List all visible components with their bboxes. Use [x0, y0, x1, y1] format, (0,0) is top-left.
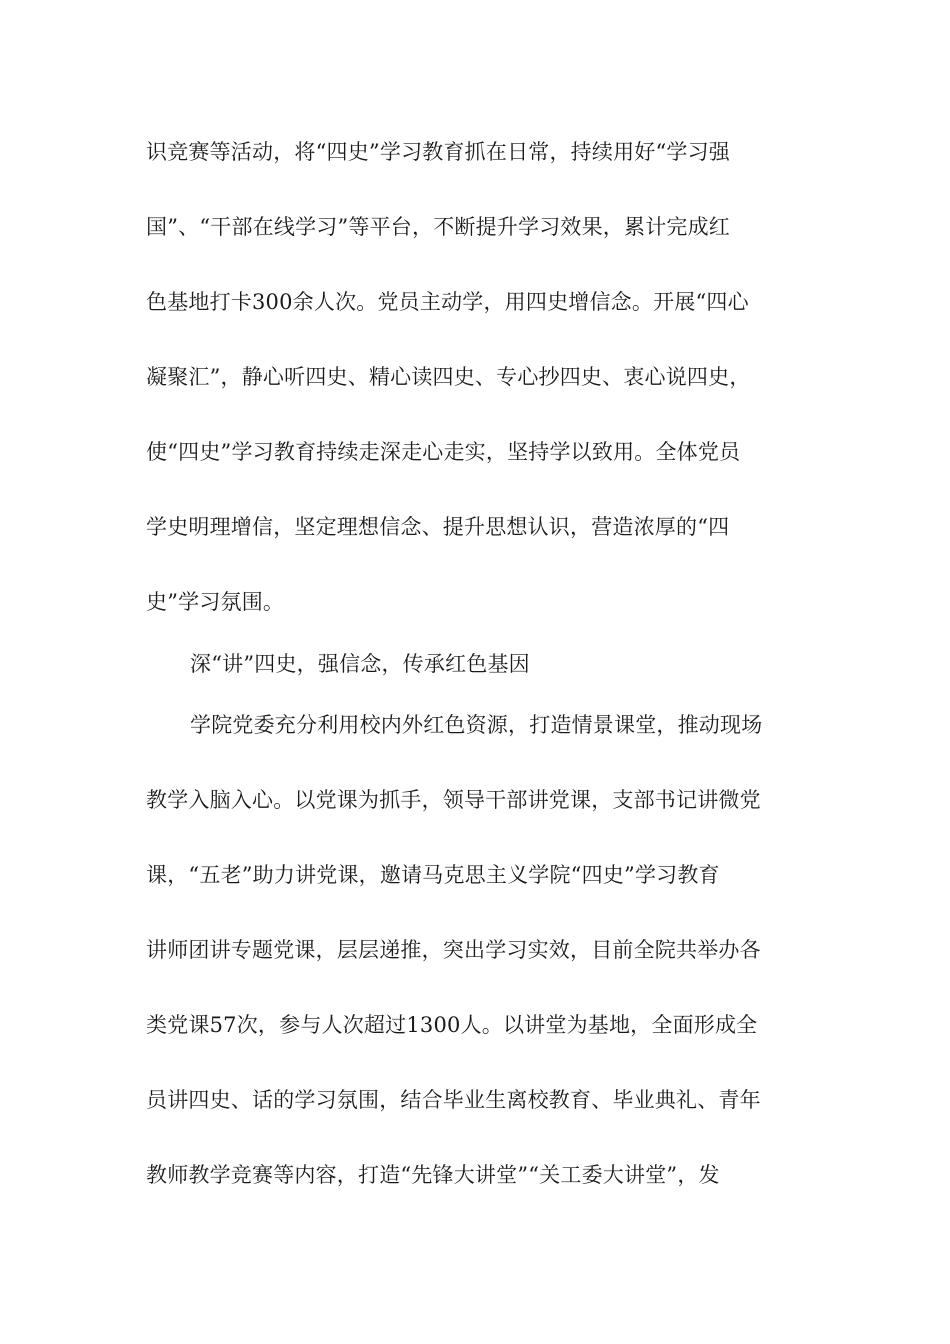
paragraph-1-line-4: 凝聚汇”，静心听四史、精心读四史、专心抄四史、衷心说四史，: [146, 365, 751, 389]
paragraph-1-line-3: 色基地打卡300余人次。党员主动学，用四史增信念。开展“四心: [146, 290, 749, 314]
paragraph-2-line-7: 教师教学竞赛等内容，打造“先锋大讲堂”“关工委大讲堂”，发: [146, 1163, 720, 1187]
paragraph-2-line-6: 员讲四史、话的学习氛围，结合毕业生离校教育、毕业典礼、青年: [146, 1088, 761, 1112]
paragraph-2-line-3: 课，“五老”助力讲党课，邀请马克思主义学院“四史”学习教育: [146, 863, 720, 887]
section-heading: 深“讲”四史，强信念，传承红色基因: [190, 652, 530, 676]
paragraph-2-line-1: 学院党委充分利用校内外红色资源，打造情景课堂，推动现场: [190, 713, 763, 737]
paragraph-1-line-2: 国”、“干部在线学习”等平台，不断提升学习效果，累计完成红: [146, 215, 731, 239]
paragraph-1-line-7: 史”学习氛围。: [146, 590, 285, 614]
paragraph-1-line-6: 学史明理增信，坚定理想信念、提升思想认识，营造浓厚的“四: [146, 515, 730, 539]
paragraph-2-line-2: 教学入脑入心。以党课为抓手，领导干部讲党课，支部书记讲微党: [146, 788, 761, 812]
paragraph-2-line-5: 类党课57次，参与人次超过1300人。以讲堂为基地，全面形成全: [146, 1013, 758, 1037]
paragraph-1-line-1: 识竞赛等活动，将“四史”学习教育抓在日常，持续用好“学习强: [146, 140, 731, 164]
paragraph-2-line-4: 讲师团讲专题党课，层层递推，突出学习实效，目前全院共举办各: [146, 938, 761, 962]
paragraph-1-line-5: 使“四史”学习教育持续走深走心走实，坚持学以致用。全体党员: [146, 440, 741, 464]
